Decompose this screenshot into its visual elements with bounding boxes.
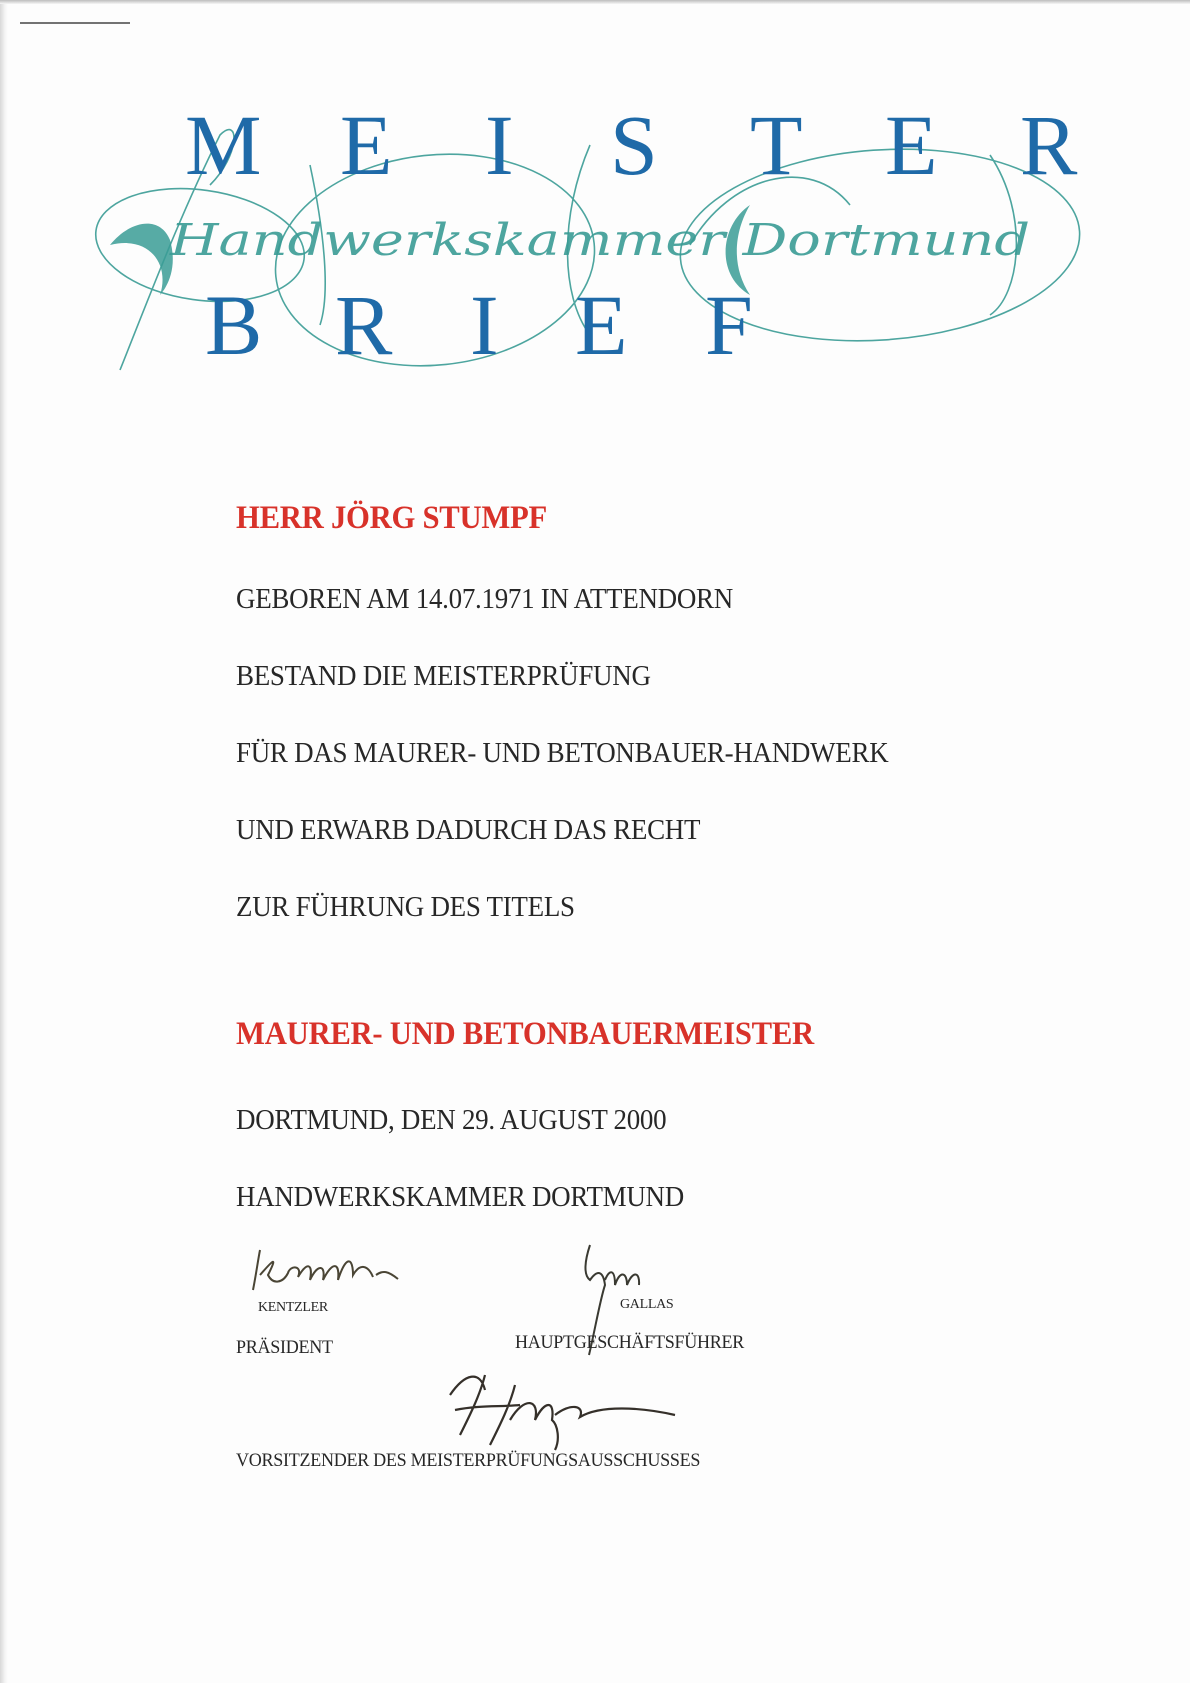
issuer: HANDWERKSKAMMER DORTMUND bbox=[236, 1181, 684, 1213]
awarded-title: MAURER- UND BETONBAUERMEISTER bbox=[236, 1016, 814, 1052]
title-letter: F bbox=[705, 277, 753, 373]
signature-kentzler-icon bbox=[248, 1245, 408, 1295]
title-meister bbox=[185, 95, 1085, 195]
title-letter: B bbox=[205, 277, 263, 373]
signer-name-kentzler: KENTZLER bbox=[258, 1300, 328, 1315]
body-line: FÜR DAS MAURER- UND BETONBAUER-HANDWERK bbox=[236, 737, 889, 769]
signature-committee-chair-icon bbox=[440, 1365, 690, 1455]
title-brief bbox=[205, 275, 825, 375]
title-letter: E bbox=[885, 97, 938, 193]
signer-name-gallas: GALLAS bbox=[620, 1297, 674, 1312]
scan-page-edge bbox=[0, 0, 8, 1683]
title-letter: I bbox=[470, 277, 499, 373]
title-letter: R bbox=[335, 277, 393, 373]
signer-role-managing-director: HAUPTGESCHÄFTSFÜHRER bbox=[515, 1332, 744, 1353]
title-letter: E bbox=[340, 97, 393, 193]
script-watermark: Handwerkskammer Dortmund bbox=[168, 215, 1030, 266]
title-letter: R bbox=[1020, 97, 1078, 193]
signer-role-committee-chair: VORSITZENDER DES MEISTERPRÜFUNGSAUSSCHUSSES bbox=[236, 1450, 701, 1471]
scan-artifact-line bbox=[20, 22, 130, 24]
certificate-header bbox=[90, 95, 1110, 405]
title-letter: S bbox=[610, 97, 658, 193]
scan-top-edge bbox=[0, 0, 1190, 4]
title-letter: I bbox=[485, 97, 514, 193]
title-letter: M bbox=[185, 97, 262, 193]
title-letter: E bbox=[575, 277, 628, 373]
birth-line: GEBOREN AM 14.07.1971 IN ATTENDORN bbox=[236, 583, 733, 615]
place-date: DORTMUND, DEN 29. AUGUST 2000 bbox=[236, 1104, 667, 1136]
body-line: BESTAND DIE MEISTERPRÜFUNG bbox=[236, 660, 651, 692]
body-line: ZUR FÜHRUNG DES TITELS bbox=[236, 891, 575, 923]
body-line: UND ERWARB DADURCH DAS RECHT bbox=[236, 814, 701, 846]
recipient-name: HERR JÖRG STUMPF bbox=[236, 500, 547, 536]
title-letter: T bbox=[750, 97, 803, 193]
signer-role-president: PRÄSIDENT bbox=[236, 1337, 333, 1358]
